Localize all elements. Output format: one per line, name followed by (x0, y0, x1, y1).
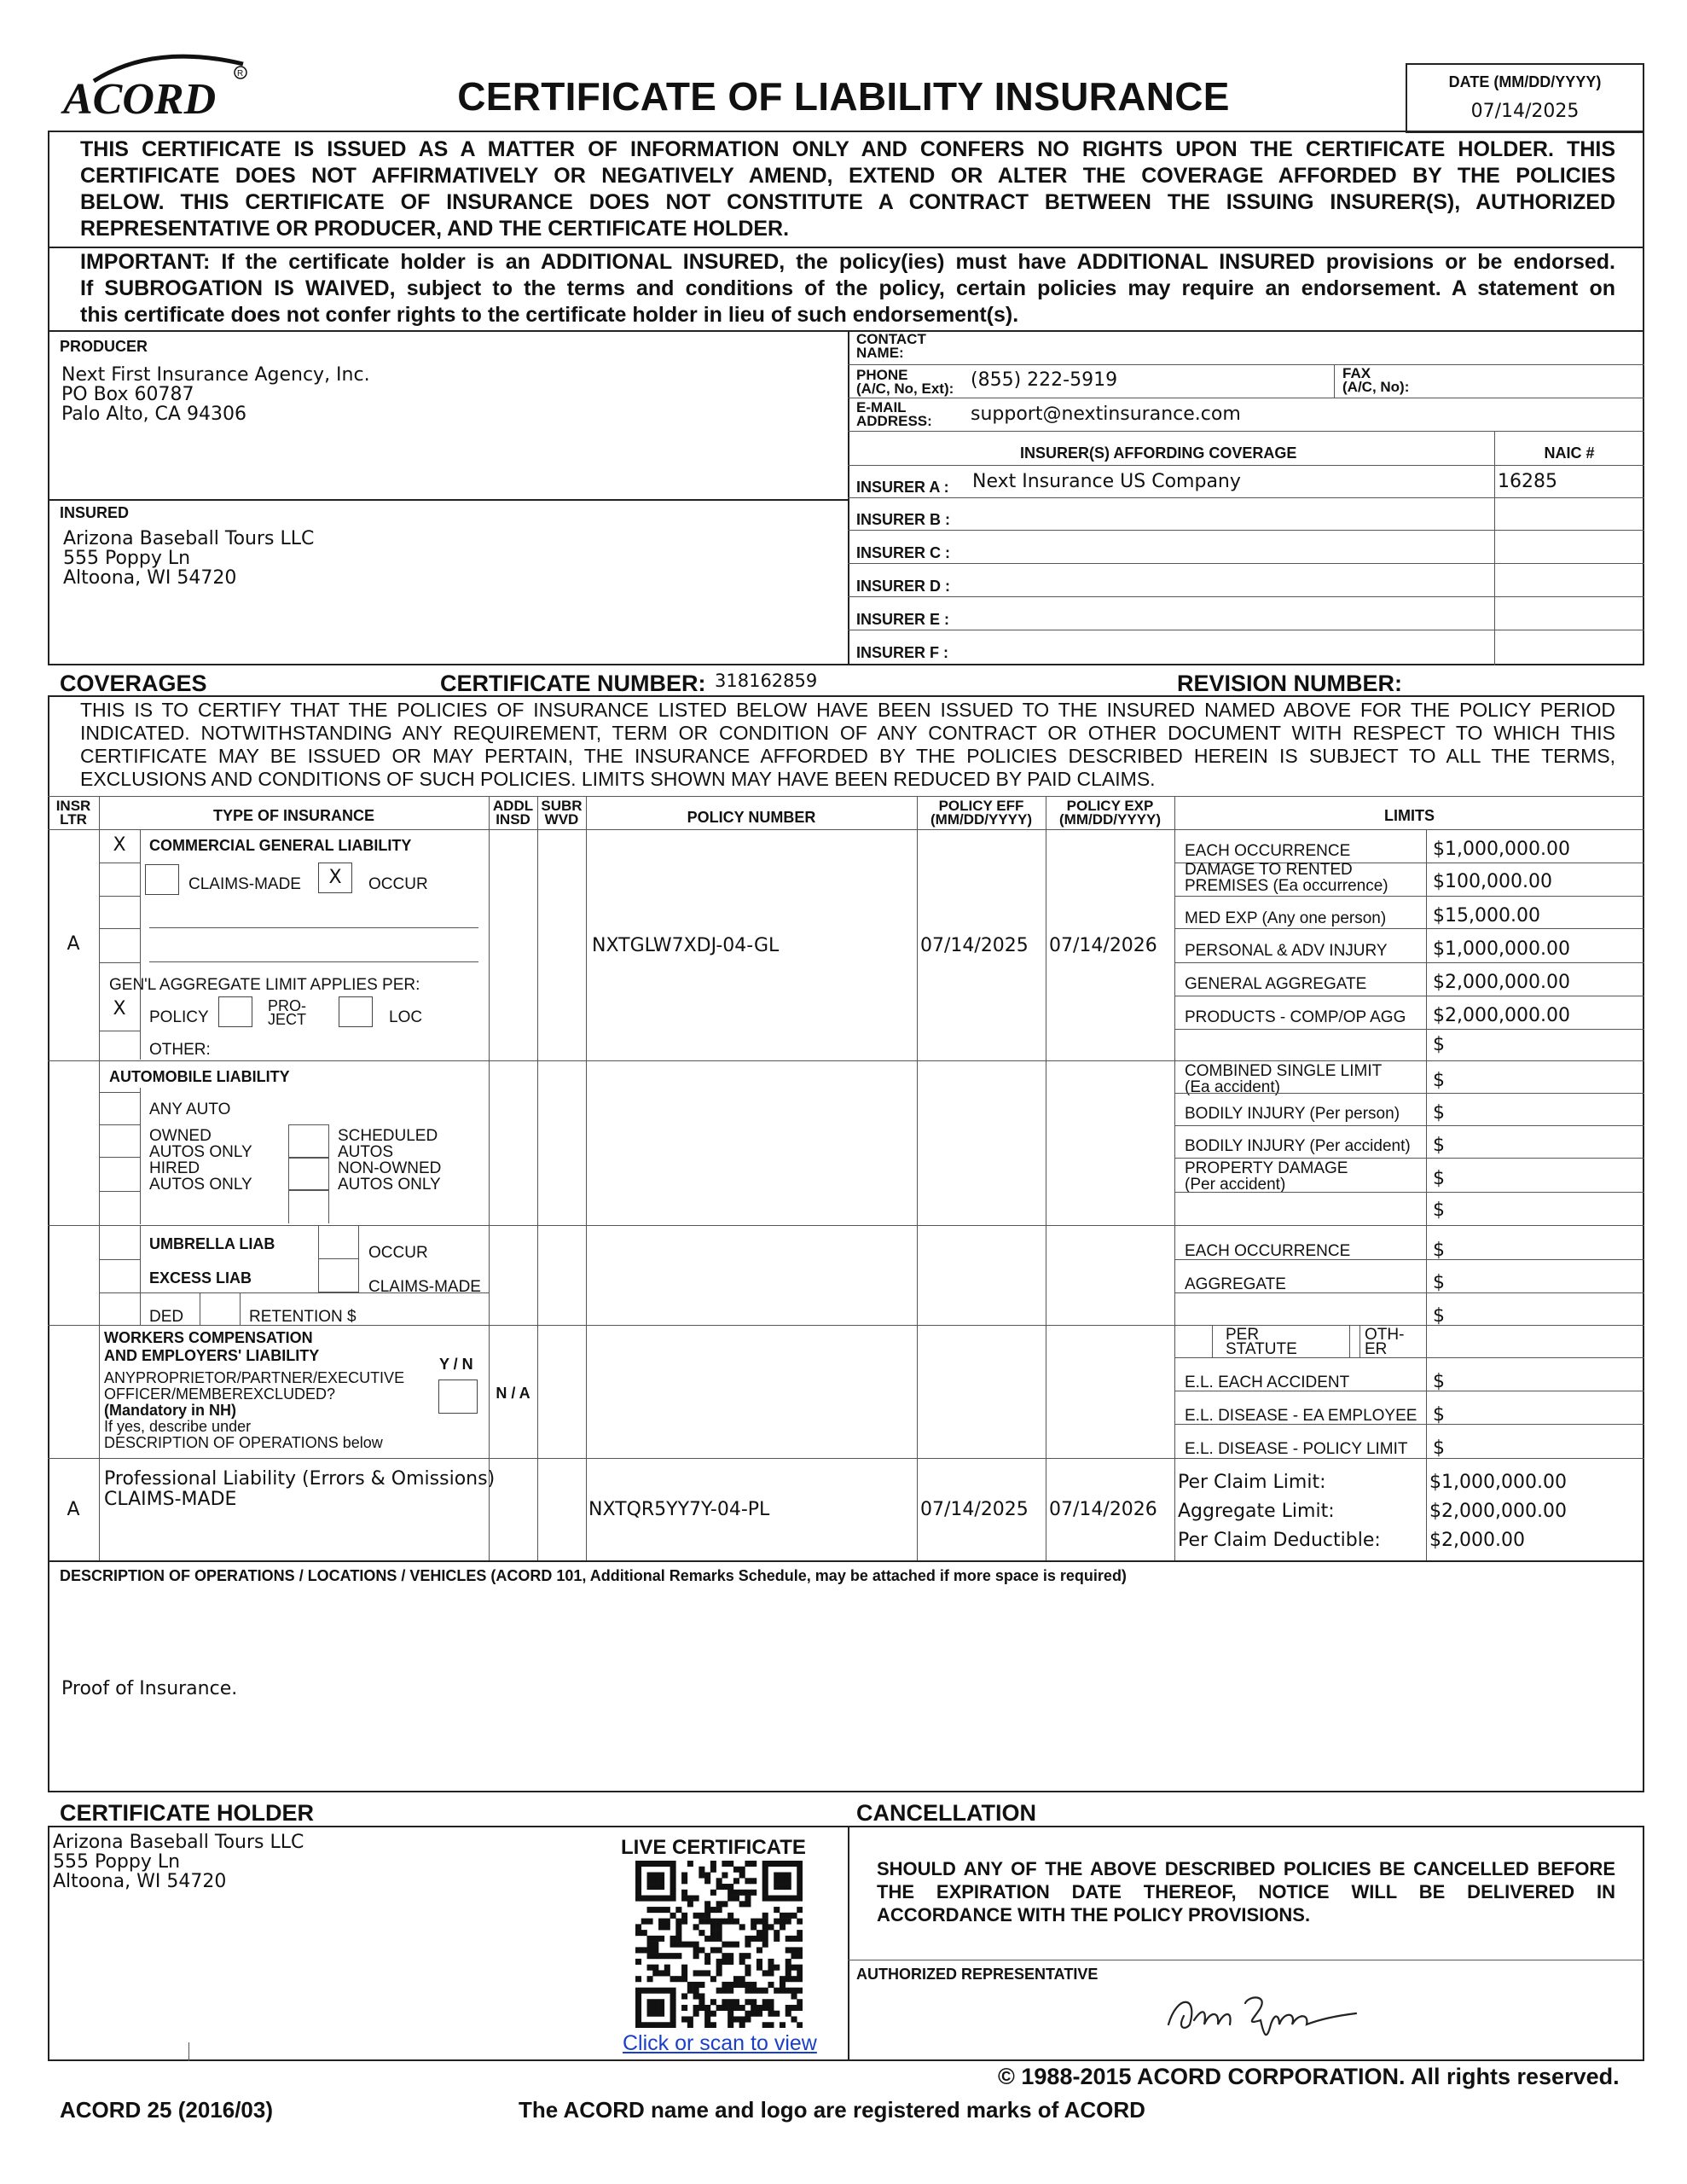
naic-header: NAIC # (1544, 444, 1595, 462)
email-value: support@nextinsurance.com (971, 404, 1241, 425)
qr-code[interactable] (635, 1861, 803, 2028)
description-text: Proof of Insurance. (61, 1678, 238, 1699)
coverages-label: COVERAGES (60, 671, 207, 696)
th-exp: POLICY EXP (MM/DD/YYYY) (1059, 798, 1161, 828)
cgl-check[interactable]: X (113, 834, 126, 856)
registered-marks: The ACORD name and logo are registered marks of ACORD (519, 2097, 1145, 2123)
certify-text: THIS IS TO CERTIFY THAT THE POLICIES OF INSURANCE LISTED BELOW HAVE BEEN ISSUED TO THE INSURED NAMED ABOVE FOR THE POLICY PERIOD INDICATED. NOTWITHSTANDING ANY REQUIREMENT, TERM OR CONDITION OF ANY CONTRACT OR OTHER DOCUMENT WITH RESPECT TO WHICH THIS CERTIFICATE MAY BE ISSUED OR MAY PERTAIN, THE INSURANCE AFFORDED BY THE POLICIES DESCRIBED HEREIN IS SUBJECT TO ALL THE TERMS, EXCLUSIONS AND CONDITIONS OF SUCH POLICIES. LIMITS SHOWN MAY HAVE BEEN REDUCED BY PAID CLAIMS. (80, 699, 1615, 790)
description-label: DESCRIPTION OF OPERATIONS / LOCATIONS / VEHICLES (ACORD 101, Additional Remarks Schedule, may be attached if more space is required) (60, 1567, 1127, 1584)
phone-value: (855) 222-5919 (971, 369, 1118, 391)
svg-text:R: R (237, 69, 244, 78)
view-link[interactable]: Click or scan to view (623, 2031, 817, 2055)
policy-check[interactable]: X (113, 998, 126, 1019)
th-policy-number: POLICY NUMBER (687, 809, 816, 826)
th-insr-ltr: INSR LTR (55, 798, 91, 828)
insurers-header: INSURER(S) AFFORDING COVERAGE (1020, 444, 1297, 462)
insured-label: INSURED (60, 504, 130, 521)
insured-address: Arizona Baseball Tours LLC 555 Poppy Ln Altoona, WI 54720 (63, 528, 315, 589)
revision-label: REVISION NUMBER: (1177, 671, 1403, 696)
phone-label: PHONE (A/C, No, Ext): (856, 367, 954, 397)
holder-address: Arizona Baseball Tours LLC 555 Poppy Ln Altoona, WI 54720 (53, 1832, 304, 1892)
live-certificate-label: LIVE CERTIFICATE (621, 1836, 806, 1859)
date-label: DATE (MM/DD/YYYY) (1448, 73, 1602, 90)
signature (1151, 1978, 1373, 2046)
coverage-box (48, 695, 1644, 1792)
logo-text: ACORD (63, 75, 217, 124)
contact-name-label: CONTACT NAME: (856, 331, 926, 361)
email-label: E-MAIL ADDRESS: (856, 399, 932, 429)
form-number: ACORD 25 (2016/03) (60, 2097, 273, 2123)
cert-number-value: 318162859 (715, 671, 818, 691)
notice-text: THIS CERTIFICATE IS ISSUED AS A MATTER OF INFORMATION ONLY AND CONFERS NO RIGHTS UPON THE CERTIFICATE HOLDER. THIS CERTIFICATE DOES NOT AFFIRMATIVELY OR NEGATIVELY AMEND, EXTEND OR ALTER THE COVERAGE AFFORDED BY THE POLICIES BELOW. THIS CERTIFICATE OF INSURANCE DOES NOT CONSTITUTE A CONTRACT BETWEEN THE ISSUING INSURER(S), AUTHORIZED REPRESENTATIVE OR PRODUCER, AND THE CERTIFICATE HOLDER. (80, 137, 1615, 241)
producer-address: Next First Insurance Agency, Inc. PO Box 60787 Palo Alto, CA 94306 (61, 364, 370, 425)
copyright: © 1988-2015 ACORD CORPORATION. All rights reserved. (998, 2064, 1620, 2089)
excluded-checkbox[interactable] (438, 1380, 478, 1414)
cert-number-label: CERTIFICATE NUMBER: (440, 671, 706, 696)
auth-rep-label: AUTHORIZED REPRESENTATIVE (856, 1966, 1099, 1983)
th-eff: POLICY EFF (MM/DD/YYYY) (930, 798, 1032, 828)
date-box (1406, 63, 1644, 133)
cancellation-label: CANCELLATION (856, 1800, 1036, 1826)
cancellation-text: SHOULD ANY OF THE ABOVE DESCRIBED POLICIES BE CANCELLED BEFORE THE EXPIRATION DATE THEREOF, NOTICE WILL BE DELIVERED IN ACCORDANCE WITH THE POLICY PROVISIONS. (877, 1858, 1615, 1926)
project-checkbox[interactable] (218, 996, 252, 1027)
holder-label: CERTIFICATE HOLDER (60, 1800, 314, 1826)
important-text: IMPORTANT: If the certificate holder is an ADDITIONAL INSURED, the policy(ies) must have ADDITIONAL INSURED provisions or be endorsed. If SUBROGATION IS WAIVED, subject to the terms and conditions of the policy, certain policies may require an endorsement. A statement on this certificate does not confer rights to the certificate holder in lieu of such endorsement(s). (80, 250, 1615, 327)
th-limits: LIMITS (1384, 807, 1435, 824)
page-title: CERTIFICATE OF LIABILITY INSURANCE (457, 74, 1230, 119)
th-addl: ADDL INSD (492, 798, 534, 828)
date-value: 07/14/2025 (1470, 101, 1580, 122)
th-type: TYPE OF INSURANCE (212, 807, 375, 824)
producer-label: PRODUCER (60, 338, 148, 355)
claims-made-checkbox[interactable] (145, 864, 179, 895)
occur-checkbox[interactable]: X (318, 863, 352, 893)
fax-label: FAX (A/C, No): (1342, 365, 1410, 395)
th-subr: SUBR WVD (541, 798, 583, 828)
loc-checkbox[interactable] (339, 996, 373, 1027)
